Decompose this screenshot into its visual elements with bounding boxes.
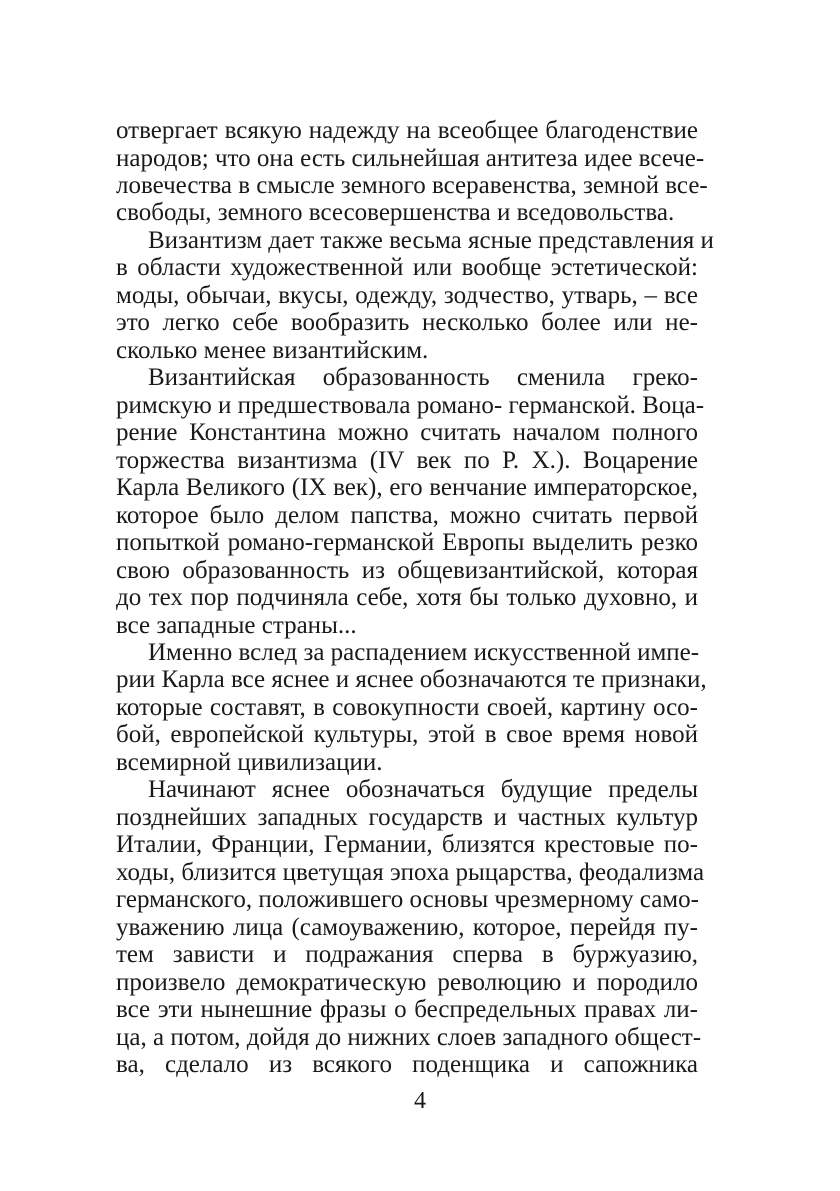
text-line: в области художественной или вообще эстетической: xyxy=(116,254,698,282)
text-line: всемирной цивилизации. xyxy=(116,748,383,776)
text-line: рение Константина можно считать началом полного xyxy=(116,419,698,447)
text-line: сколько менее византийским. xyxy=(116,336,429,364)
text-line: ва, сделало из всякого поденщика и сапожника xyxy=(116,1051,698,1078)
text-line: рии Карла все яснее и яснее обозначаются те признаки, xyxy=(116,666,707,694)
text-line: Начинают яснее обозначаться будущие пределы xyxy=(148,776,698,804)
text-line: народов; что она есть сильнейшая антитеза идее всече- xyxy=(116,144,705,172)
text-line: Италии, Франции, Германии, близятся крестовые по- xyxy=(116,831,698,859)
text-line: свободы, земного всесовершенства и вседовольства. xyxy=(116,199,675,227)
text-line: позднейших западных государств и частных культур xyxy=(116,803,698,831)
text-line: ловечества в смысле земного всеравенства, земной все- xyxy=(116,171,708,199)
text-line: Византийская образованность сменила греко- xyxy=(148,364,698,392)
page-number: 4 xyxy=(414,1088,426,1114)
text-line: ходы, близится цветущая эпоха рыцарства, феодализма xyxy=(116,858,705,886)
text-line: моды, обычаи, вкусы, одежду, зодчество, утварь, – все xyxy=(116,281,698,309)
text-line: Византизм дает также весьма ясные представления и xyxy=(148,226,714,254)
text-line: это легко себе вообразить несколько более или не- xyxy=(116,309,698,337)
text-line: ца, а потом, дойдя до нижних слоев западного общест- xyxy=(116,1023,702,1051)
text-line: тем зависти и подражания сперва в буржуазию, xyxy=(116,941,698,969)
text-line: отвергает всякую надежду на всеобщее благоденствие xyxy=(116,117,698,144)
text-line: попыткой романо-германской Европы выделить резко xyxy=(116,529,698,557)
text-line: до тех пор подчиняла себе, хотя бы только духовно, и xyxy=(116,584,698,611)
text-line: которое было делом папства, можно считать первой xyxy=(116,501,698,529)
text-line: все эти нынешние фразы о беспредельных правах ли- xyxy=(116,996,698,1024)
text-line: торжества византизма (IV век по Р. Х.). Воцарение xyxy=(116,446,698,474)
text-line: уважению лица (самоуважению, которое, перейдя пу- xyxy=(116,913,698,941)
text-line: произвело демократическую революцию и породило xyxy=(116,968,698,996)
text-line: бой, европейской культуры, этой в свое время новой xyxy=(116,721,698,749)
text-line: которые составят, в совокупности своей, картину осо- xyxy=(116,693,698,721)
text-line: свою образованность из общевизантийской, которая xyxy=(116,556,698,584)
text-line: все западные страны... xyxy=(116,611,357,639)
text-line: германского, положившего основы чрезмерному само- xyxy=(116,886,699,914)
text-line: Именно вслед за распадением искусственной импе- xyxy=(148,638,700,666)
text-line: Карла Великого (IX век), его венчание императорское, xyxy=(116,474,698,502)
text-line: римскую и предшествовала романо- германской. Воца- xyxy=(116,391,705,419)
